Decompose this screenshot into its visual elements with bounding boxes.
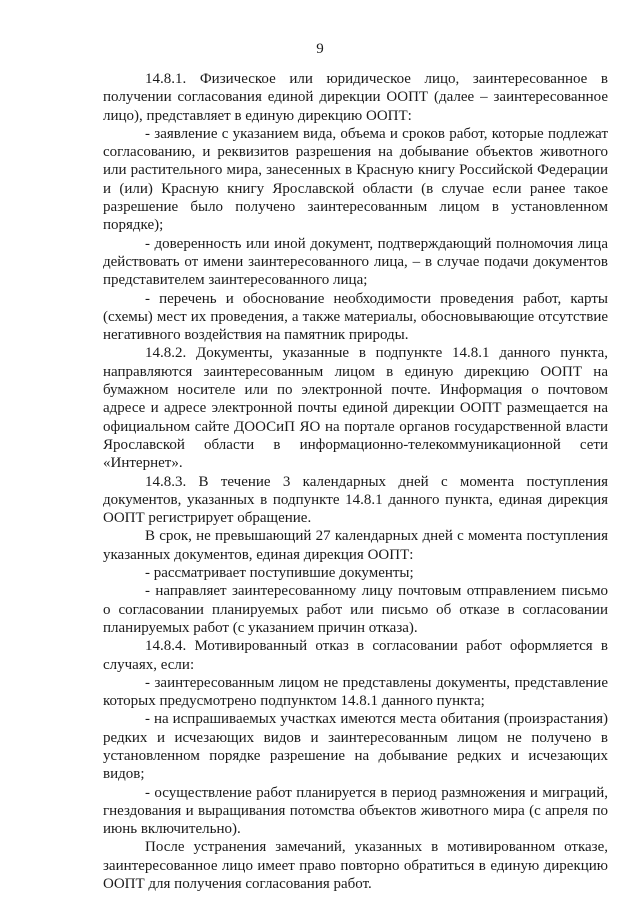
list-item-breeding-period: - осуществление работ планируется в период размножения и миграций, гнездования и выращивания потомства объектов животного мира (с апреля по июнь включительно). [103, 784, 608, 838]
paragraph-14-8-3: 14.8.3. В течение 3 календарных дней с момента поступления документов, указанных в подпункте 14.8.1 данного пункта, единая дирекция ООПТ регистрирует обращение. [103, 473, 608, 527]
list-item-power-of-attorney: - доверенность или иной документ, подтверждающий полномочия лица действовать от имени заинтересованного лица, – в случае подачи документов представителем заинтересованного лица; [103, 235, 608, 289]
paragraph-14-8-4: 14.8.4. Мотивированный отказ в согласовании работ оформляется в случаях, если: [103, 638, 608, 673]
paragraph-14-8-1: 14.8.1. Физическое или юридическое лицо, заинтересованное в получении согласования единой дирекции ООПТ (далее – заинтересованное лицо), представляет в единую дирекцию ООПТ: [103, 71, 608, 124]
list-item-application: - заявление с указанием вида, объема и сроков работ, которые подлежат согласованию, и реквизитов разрешения на добывание объектов животного или растительного мира, занесенных в Красную книгу Российской Федерации и (или) Красную книгу Ярославской области (в случае если ранее такое разрешение было получено заинтересованным лицом в установленном порядке); [103, 125, 608, 234]
list-item-missing-documents: - заинтересованным лицом не представлены документы, представление которых предусмотрено подпунктом 14.8.1 данного пункта; [103, 674, 608, 710]
list-item-send-letter: - направляет заинтересованному лицу почтовым отправлением письмо о согласовании планируемых работ или письмо об отказе в согласовании планируемых работ (с указанием причин отказа). [103, 583, 608, 636]
page-number: 9 [316, 41, 324, 57]
document-body [103, 70, 608, 893]
list-item-justification: - перечень и обоснование необходимости проведения работ, карты (схемы) мест их проведения, а также материалы, обосновывающие отсутствие негативного воздействия на памятник природы. [103, 290, 608, 344]
paragraph-14-8-2: 14.8.2. Документы, указанные в подпункте 14.8.1 данного пункта, направляются заинтересованным лицом в единую дирекцию ООПТ на бумажном носителе или по электронной почте. Информация о почтовом адресе и адресе электронной почты единой дирекции ООПТ размещается на официальном сайте ДООСиП ЯО на портале органов государственной власти Ярославской области в информационно-телекоммуникационной сети «Интернет». [103, 345, 608, 472]
paragraph-resubmission: После устранения замечаний, указанных в мотивированном отказе, заинтересованное лицо имеет право повторно обратиться в единую дирекцию ООПТ для получения согласования работ. [103, 839, 608, 893]
list-item-review: - рассматривает поступившие документы; [145, 565, 414, 582]
paragraph-review-deadline: В срок, не превышающий 27 календарных дней с момента поступления указанных документов, единая дирекция ООПТ: [103, 528, 608, 563]
list-item-rare-species: - на испрашиваемых участках имеются места обитания (произрастания) редких и исчезающих видов и заинтересованным лицом не получено в установленном порядке разрешение на добывание редких и исчезающих видов; [103, 711, 608, 783]
